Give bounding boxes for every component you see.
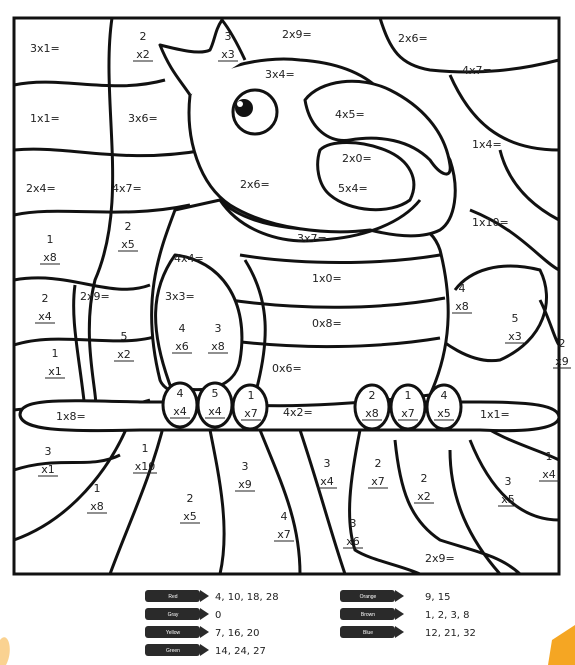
svg-text:2: 2 [139, 30, 147, 43]
fact-label: 1x1= [480, 408, 510, 421]
key-values: 1, 2, 3, 8 [425, 610, 470, 621]
svg-text:4: 4 [458, 282, 466, 295]
svg-text:2: 2 [186, 492, 194, 505]
svg-text:x7: x7 [244, 407, 258, 420]
key-values: 4, 10, 18, 28 [215, 592, 279, 603]
svg-text:2: 2 [374, 457, 382, 470]
fact-label: 1x10= [472, 216, 509, 229]
key-values: 14, 24, 27 [215, 646, 266, 657]
fact-label: 1x8= [56, 410, 86, 423]
fact-label: 4x7= [112, 182, 142, 195]
svg-text:4: 4 [280, 510, 288, 523]
svg-text:x2: x2 [136, 48, 150, 61]
key-row [145, 608, 221, 621]
fact-label: 1x0= [312, 272, 342, 285]
crayon-label: Red [168, 594, 178, 600]
fact-label: 2x6= [240, 178, 270, 191]
key-row [340, 626, 476, 639]
svg-text:4: 4 [440, 389, 448, 402]
svg-text:x5: x5 [183, 510, 197, 523]
svg-text:x4: x4 [542, 468, 556, 481]
svg-text:3: 3 [214, 322, 222, 335]
fact-label: 2x0= [342, 152, 372, 165]
svg-text:x4: x4 [320, 475, 334, 488]
fact-label: 4x7= [462, 64, 492, 77]
svg-text:x4: x4 [38, 310, 52, 323]
color-key [145, 590, 476, 657]
svg-text:3: 3 [224, 30, 232, 43]
svg-text:x6: x6 [175, 340, 189, 353]
fact-label: 1x4= [472, 138, 502, 151]
svg-text:3: 3 [44, 445, 52, 458]
svg-text:x8: x8 [90, 500, 104, 513]
key-row [145, 626, 260, 639]
svg-text:1: 1 [141, 442, 149, 455]
svg-text:2: 2 [420, 472, 428, 485]
svg-text:3: 3 [323, 457, 331, 470]
svg-text:x5: x5 [501, 493, 515, 506]
svg-text:x8: x8 [43, 251, 57, 264]
fact-label: 2x6= [398, 32, 428, 45]
svg-text:x8: x8 [365, 407, 379, 420]
svg-text:x3: x3 [221, 48, 235, 61]
svg-text:3: 3 [241, 460, 249, 473]
fact-label: 2x9= [425, 552, 455, 565]
svg-text:5: 5 [211, 387, 219, 400]
svg-text:x8: x8 [211, 340, 225, 353]
svg-text:x5: x5 [437, 407, 451, 420]
svg-text:5: 5 [511, 312, 519, 325]
fact-label: 4x5= [335, 108, 365, 121]
fact-label: 3x3= [165, 290, 195, 303]
parrot-eye [233, 90, 277, 134]
fact-label: 5x4= [338, 182, 368, 195]
fact-label: 0x8= [312, 317, 342, 330]
svg-text:x4: x4 [173, 405, 187, 418]
fact-label: 1x1= [30, 112, 60, 125]
key-row [340, 590, 450, 603]
svg-text:3: 3 [349, 517, 357, 530]
fact-label: 4x4= [174, 252, 204, 265]
svg-text:3: 3 [504, 475, 512, 488]
svg-text:x1: x1 [48, 365, 62, 378]
svg-text:2: 2 [124, 220, 132, 233]
fact-label: 0x6= [272, 362, 302, 375]
svg-text:1: 1 [404, 389, 412, 402]
svg-text:1: 1 [545, 450, 553, 463]
fact-label: 2x4= [26, 182, 56, 195]
svg-text:x3: x3 [508, 330, 522, 343]
svg-text:2: 2 [558, 337, 566, 350]
key-row [145, 590, 279, 603]
crayon-label: Blue [362, 630, 374, 636]
svg-text:2: 2 [41, 292, 49, 305]
crayon-label: Green [166, 648, 180, 654]
key-values: 0 [215, 610, 222, 621]
key-row [340, 608, 470, 621]
svg-text:x9: x9 [238, 478, 252, 491]
svg-text:5: 5 [120, 330, 128, 343]
corner-decoration-left [0, 637, 10, 665]
svg-text:1: 1 [46, 233, 54, 246]
svg-text:x6: x6 [346, 535, 360, 548]
fact-label: 2x9= [80, 290, 110, 303]
svg-text:x7: x7 [371, 475, 385, 488]
svg-text:x1: x1 [41, 463, 55, 476]
svg-text:x5: x5 [121, 238, 135, 251]
key-values: 9, 15 [425, 592, 451, 603]
svg-text:1: 1 [51, 347, 59, 360]
crayon-label: Brown [360, 612, 376, 618]
key-row [145, 644, 266, 657]
key-values: 7, 16, 20 [215, 628, 260, 639]
fact-label: 3x4= [265, 68, 295, 81]
corner-decoration-right [548, 625, 575, 665]
svg-text:1: 1 [93, 482, 101, 495]
key-values: 12, 21, 32 [425, 628, 476, 639]
crayon-label: Gray [167, 612, 179, 618]
svg-text:4: 4 [178, 322, 186, 335]
svg-text:1: 1 [247, 389, 255, 402]
svg-text:x2: x2 [417, 490, 431, 503]
svg-text:x2: x2 [117, 348, 131, 361]
svg-text:x9: x9 [555, 355, 569, 368]
svg-text:4: 4 [176, 387, 184, 400]
svg-text:x7: x7 [277, 528, 291, 541]
fact-label: 2x9= [282, 28, 312, 41]
svg-text:x4: x4 [208, 405, 222, 418]
svg-text:x8: x8 [455, 300, 469, 313]
crayon-label: Yellow [165, 630, 181, 636]
svg-text:x10: x10 [134, 460, 156, 473]
fact-label: 3x6= [128, 112, 158, 125]
svg-text:2: 2 [368, 389, 376, 402]
svg-text:x7: x7 [401, 407, 415, 420]
fact-label: 3x1= [30, 42, 60, 55]
fact-label: 3x7= [297, 232, 327, 245]
fact-label: 4x2= [283, 406, 313, 419]
crayon-label: Orange [359, 594, 377, 600]
